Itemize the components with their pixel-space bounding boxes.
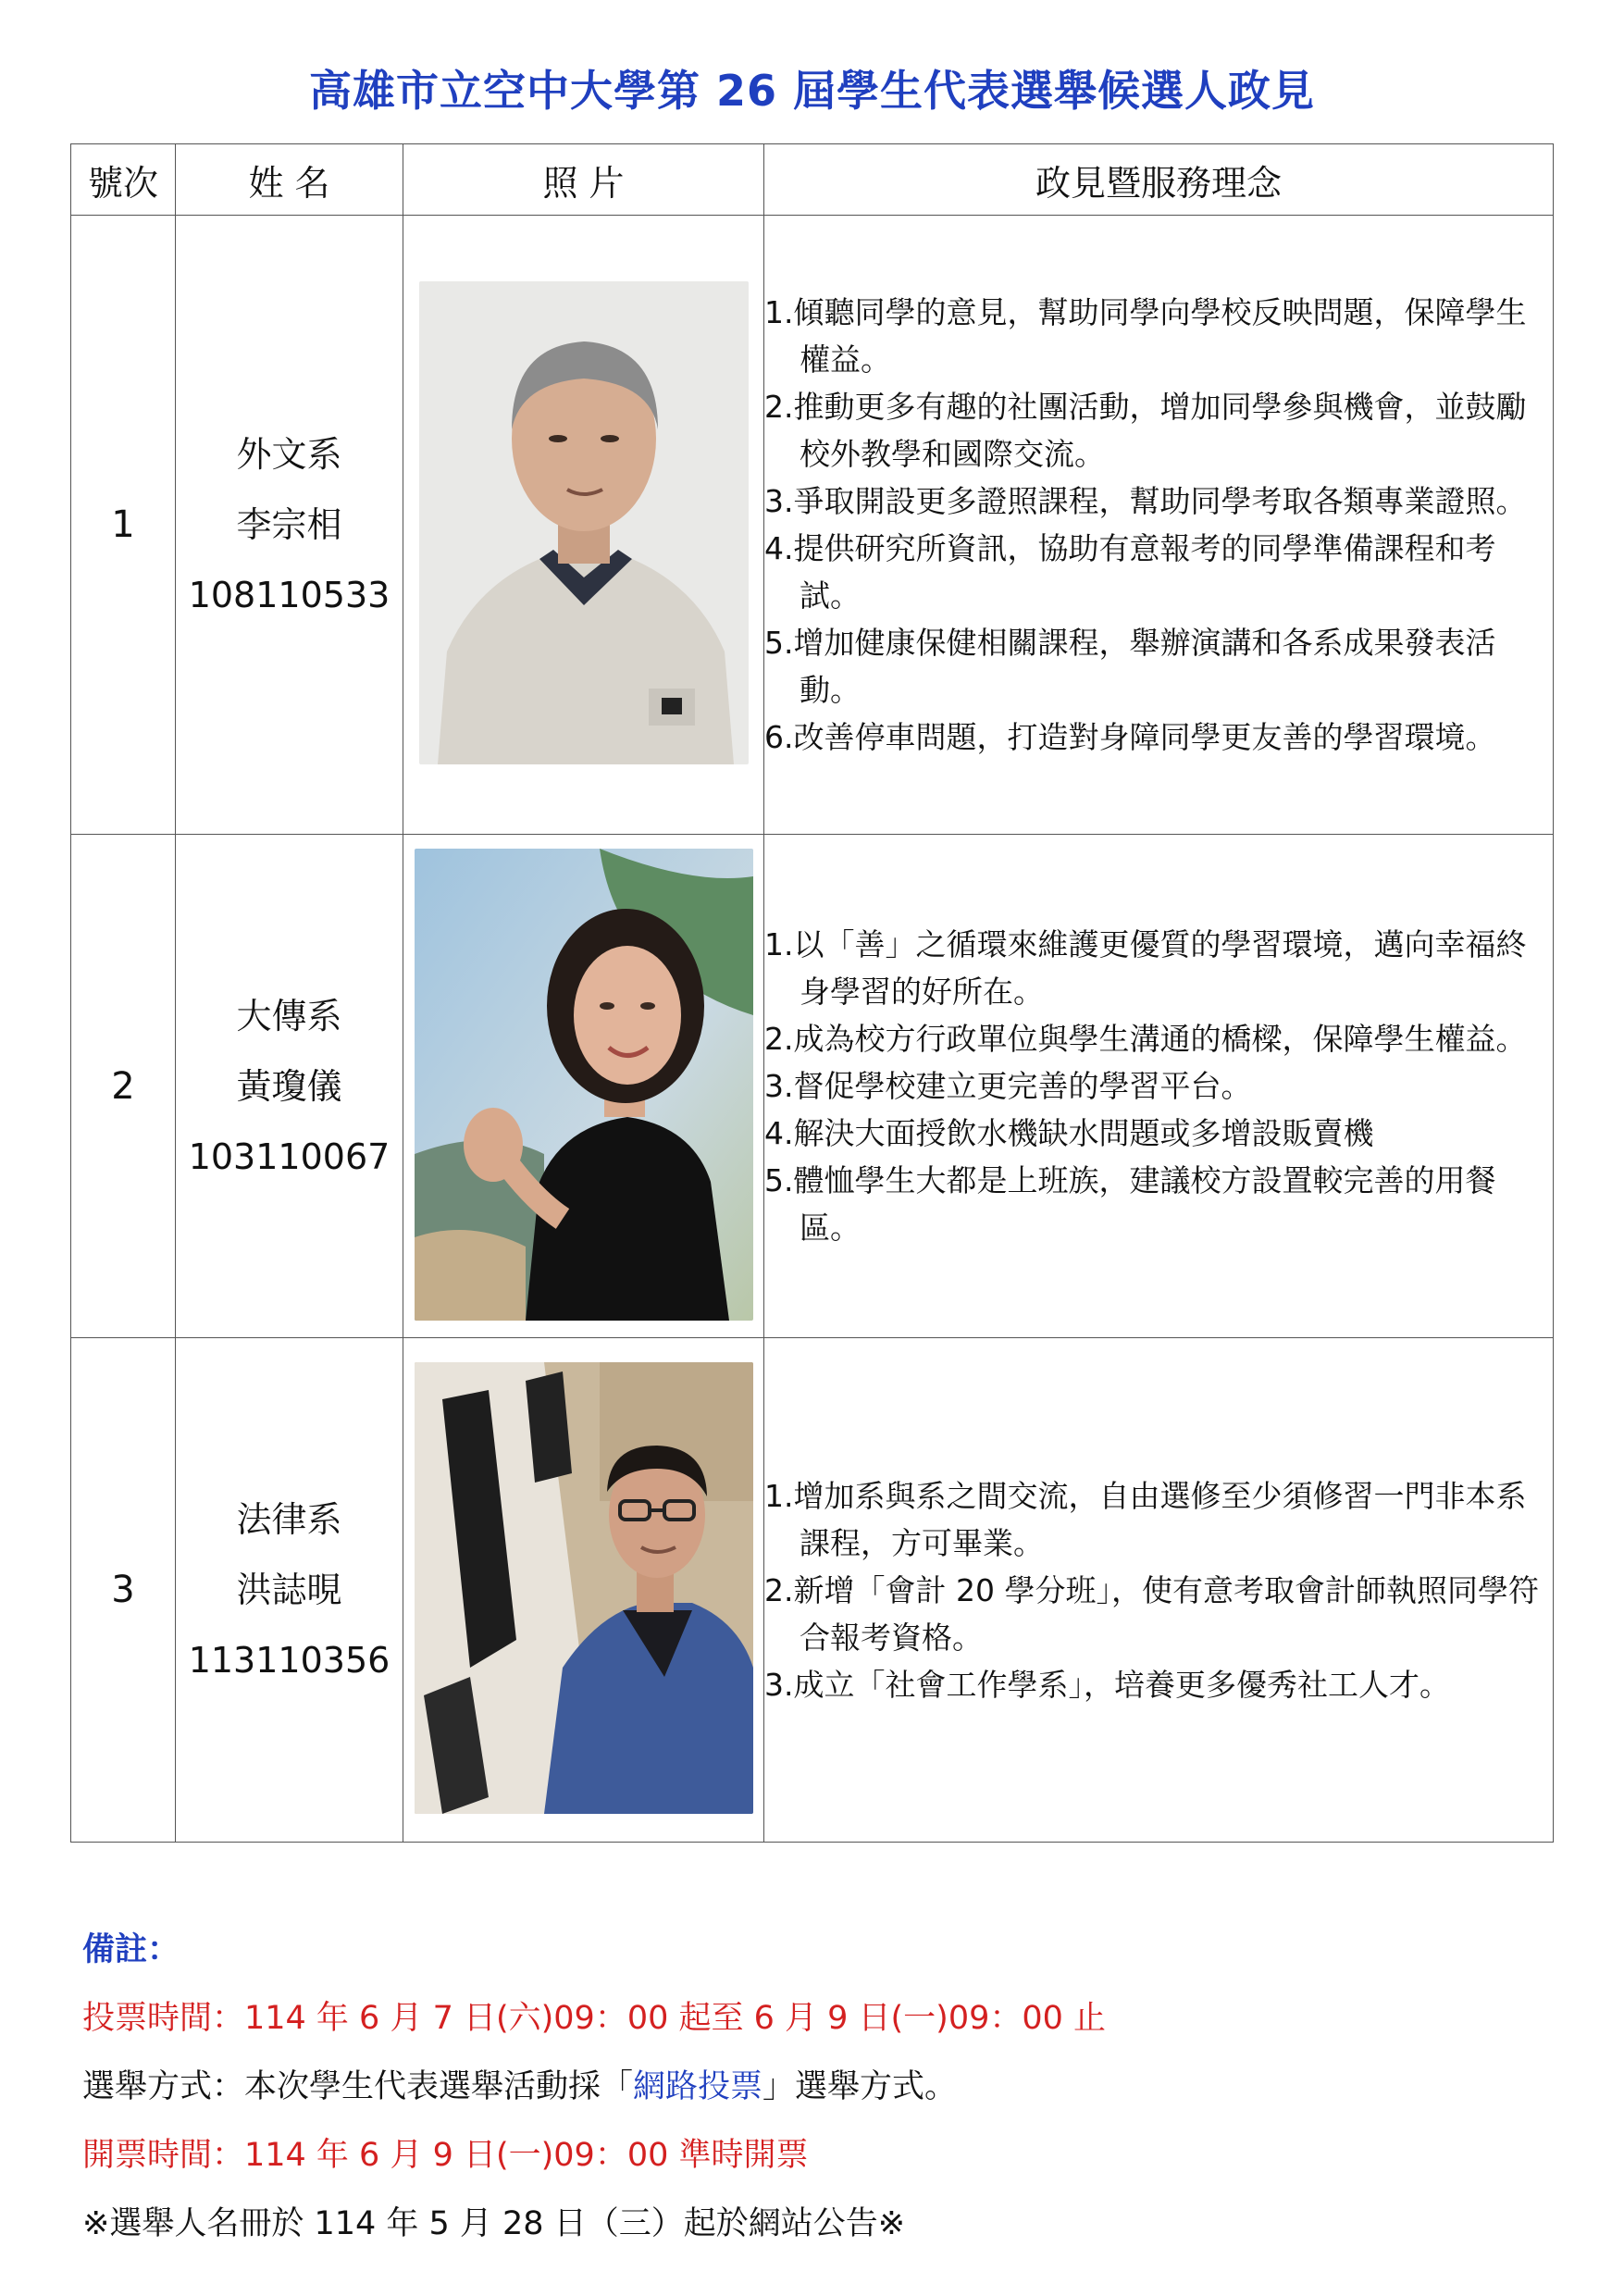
header-number: 號次	[71, 144, 176, 216]
voting-time: 投票時間：114 年 6 月 7 日(六)09：00 起至 6 月 9 日(一)09：00 止	[82, 2000, 1107, 2037]
notes-section	[82, 1916, 1106, 2258]
candidate-platform	[764, 216, 1554, 835]
header-name: 姓 名	[176, 144, 403, 216]
candidate-info	[176, 216, 403, 835]
candidate-number: 3	[71, 1338, 176, 1843]
page-title: 高雄市立空中大學第 26 屆學生代表選舉候選人政見	[308, 66, 1316, 116]
candidate-department: 外文系	[236, 434, 342, 475]
list-item: 2.推動更多有趣的社團活動，增加同學參與機會，並鼓勵校外教學和國際交流。	[764, 389, 1527, 472]
header-photo: 照 片	[403, 144, 764, 216]
list-item: 4.提供研究所資訊，協助有意報考的同學準備課程和考試。	[764, 530, 1496, 614]
candidate-photo-cell	[403, 1338, 764, 1843]
candidate-name: 洪誌晛	[236, 1570, 342, 1610]
list-item: 3.成立「社會工作學系」，培養更多優秀社工人才。	[764, 1666, 1450, 1703]
table-row	[71, 835, 1554, 1338]
candidate-photo	[415, 1362, 753, 1814]
candidates-table	[70, 143, 1554, 1843]
candidate-student-id: 108110533	[188, 575, 391, 615]
election-method	[82, 2053, 1106, 2121]
candidate-photo-cell	[403, 216, 764, 835]
counting-time: 開票時間：114 年 6 月 9 日(一)09：00 準時開票	[82, 2137, 809, 2174]
table-row	[71, 1338, 1554, 1843]
candidate-photo	[415, 849, 753, 1321]
list-item: 1.以「善」之循環來維護更優質的學習環境，邁向幸福終身學習的好所在。	[764, 926, 1527, 1010]
candidate-number: 1	[71, 216, 176, 835]
voter-roster-note: ※選舉人名冊於 114 年 5 月 28 日（三）起於網站公告※	[82, 2205, 906, 2242]
notes-label: 備註：	[82, 1931, 180, 1968]
election-method-prefix: 選舉方式：本次學生代表選舉活動採「	[82, 2068, 634, 2105]
election-method-highlight: 網路投票	[633, 2068, 763, 2105]
list-item: 4.解決大面授飲水機缺水問題或多增設販賣機	[764, 1115, 1374, 1151]
platform-list	[764, 1472, 1553, 1708]
list-item: 5.體恤學生大都是上班族，建議校方設置較完善的用餐區。	[764, 1162, 1496, 1246]
candidate-info	[176, 1338, 403, 1843]
candidate-platform	[764, 1338, 1554, 1843]
election-method-suffix: 」選舉方式。	[762, 2068, 958, 2105]
candidate-department: 法律系	[236, 1499, 342, 1540]
candidate-photo-cell	[403, 835, 764, 1338]
list-item: 3.爭取開設更多證照課程，幫助同學考取各類專業證照。	[764, 483, 1527, 519]
list-item: 3.督促學校建立更完善的學習平台。	[764, 1068, 1252, 1104]
list-item: 6.改善停車問題，打造對身障同學更友善的學習環境。	[764, 719, 1496, 755]
candidate-name: 黃瓊儀	[236, 1065, 342, 1107]
candidate-number: 2	[71, 835, 176, 1338]
list-item: 1.增加系與系之間交流，自由選修至少須修習一門非本系課程，方可畢業。	[764, 1477, 1527, 1561]
platform-list	[764, 289, 1553, 761]
candidate-platform	[764, 835, 1554, 1338]
table-header-row	[71, 144, 1554, 216]
table-row	[71, 216, 1554, 835]
candidate-name: 李宗相	[236, 504, 342, 545]
list-item: 2.成為校方行政單位與學生溝通的橋樑，保障學生權益。	[764, 1021, 1527, 1057]
candidate-student-id: 103110067	[188, 1136, 391, 1177]
platform-list	[764, 921, 1553, 1251]
list-item: 2.新增「會計 20 學分班」，使有意考取會計師執照同學符合報考資格。	[764, 1571, 1539, 1656]
candidate-photo	[419, 281, 749, 764]
header-platform: 政見暨服務理念	[764, 144, 1554, 216]
candidate-student-id: 113110356	[188, 1640, 391, 1681]
list-item: 5.增加健康保健相關課程，舉辦演講和各系成果發表活動。	[764, 625, 1496, 708]
candidate-department: 大傳系	[236, 995, 342, 1036]
list-item: 1.傾聽同學的意見，幫助同學向學校反映問題，保障學生權益。	[764, 294, 1527, 378]
candidate-info	[176, 835, 403, 1338]
